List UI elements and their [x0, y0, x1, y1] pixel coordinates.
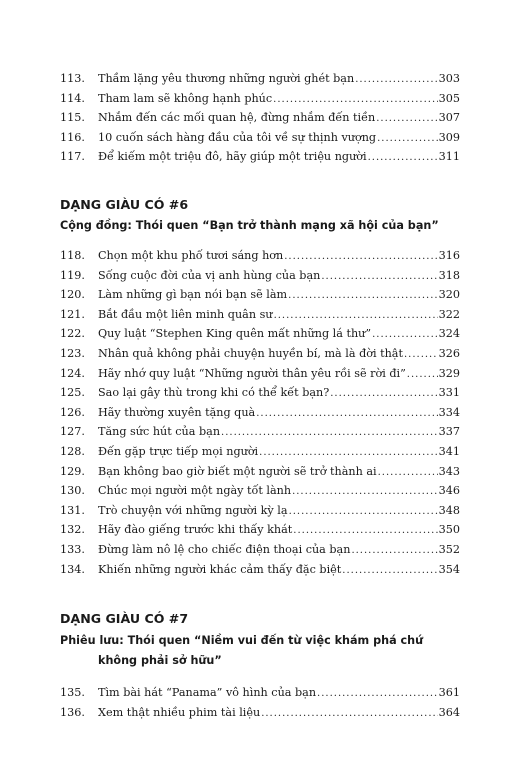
toc-leader-dots: [289, 506, 438, 517]
toc-entry-title: 10 cuốn sách hàng đầu của tôi về sự thịnh vượng: [98, 130, 377, 144]
toc-entry: [60, 484, 460, 504]
toc-entry: [60, 269, 460, 289]
toc-entry-title: Sống cuộc đời của vị anh hùng của bạn: [98, 268, 321, 282]
toc-leader-dots: [273, 94, 437, 105]
toc-entry-number: 115.: [60, 111, 85, 125]
toc-entry-number: 136.: [60, 705, 85, 719]
toc-leader-dots: [407, 369, 438, 380]
toc-entry-page: 364: [438, 705, 460, 719]
section-6-heading: DẠNG GIÀU CÓ #6: [60, 197, 189, 212]
toc-entry-page: 316: [438, 249, 460, 262]
toc-entry-title: Khiến những người khác cảm thấy đặc biệt: [98, 562, 342, 576]
toc-entry: [60, 445, 460, 465]
toc-entry-number: 118.: [60, 249, 85, 262]
toc-group-a: [60, 72, 460, 170]
toc-entry-number: 117.: [60, 150, 85, 164]
toc-leader-dots: [293, 525, 437, 536]
toc-entry: [60, 111, 460, 131]
toc-leader-dots: [292, 486, 438, 497]
toc-entry-title: Đến gặp trực tiếp mọi người: [98, 444, 259, 458]
toc-leader-dots: [317, 688, 438, 699]
toc-leader-dots: [368, 152, 438, 163]
toc-leader-dots: [259, 447, 438, 458]
toc-entry-number: 128.: [60, 444, 85, 458]
toc-leader-dots: [372, 329, 438, 340]
toc-entry-number: 134.: [60, 562, 85, 576]
toc-entry: [60, 386, 460, 406]
toc-entry-page: 305: [438, 91, 460, 105]
toc-entry-number: 135.: [60, 686, 85, 699]
toc-entry: [60, 288, 460, 308]
toc-leader-dots: [274, 310, 438, 321]
toc-entry-number: 132.: [60, 523, 85, 537]
toc-entry-title: Bắt đầu một liên minh quân sư: [98, 307, 273, 321]
toc-entry-page: 354: [438, 562, 460, 576]
toc-entry-number: 123.: [60, 346, 85, 360]
toc-entry-title: Nhân quả không phải chuyện huyền bí, mà là đời thật: [98, 346, 403, 360]
toc-entry-title: Chọn một khu phố tươi sáng hơn: [98, 249, 284, 262]
toc-group-c: [60, 686, 460, 725]
toc-entry-title: Tìm bài hát “Panama” vô hình của bạn: [98, 686, 317, 699]
toc-entry-title: Hãy đào giếng trước khi thấy khát: [98, 523, 293, 537]
toc-entry: [60, 92, 460, 112]
toc-leader-dots: [330, 388, 437, 399]
toc-entry-page: 331: [438, 386, 460, 400]
toc-leader-dots: [342, 565, 437, 576]
toc-entry-title: Để kiếm một triệu đô, hãy giúp một triệu người: [98, 150, 367, 164]
toc-leader-dots: [221, 427, 438, 438]
toc-group-b: [60, 249, 460, 582]
toc-entry: [60, 131, 460, 151]
toc-entry-number: 114.: [60, 91, 85, 105]
toc-entry-title: Chúc mọi người một ngày tốt lành: [98, 484, 292, 498]
toc-entry: [60, 72, 460, 92]
toc-entry-page: 329: [438, 366, 460, 380]
toc-entry-page: 320: [438, 288, 460, 302]
toc-entry-number: 120.: [60, 288, 85, 302]
toc-leader-dots: [351, 545, 437, 556]
toc-entry-page: 346: [438, 484, 460, 498]
toc-entry-number: 113.: [60, 72, 85, 85]
toc-entry: [60, 523, 460, 543]
toc-leader-dots: [284, 251, 437, 262]
toc-entry: [60, 150, 460, 170]
toc-entry: [60, 347, 460, 367]
toc-entry: [60, 249, 460, 269]
toc-entry-title: Thầm lặng yêu thương những người ghét bạn: [98, 72, 355, 85]
toc-leader-dots: [355, 74, 437, 85]
toc-entry-page: 311: [438, 150, 460, 164]
toc-entry-page: 341: [438, 444, 460, 458]
toc-entry-page: 307: [438, 111, 460, 125]
toc-entry-number: 131.: [60, 503, 85, 517]
toc-leader-dots: [377, 133, 438, 144]
toc-leader-dots: [256, 408, 437, 419]
toc-entry-page: 334: [438, 405, 460, 419]
section-6-subtitle: Cộng đồng: Thói quen “Bạn trở thành mạng xã hội của bạn”: [60, 219, 439, 232]
toc-entry-title: Hãy nhớ quy luật “Những người thân yêu rồi sẽ rời đi”: [98, 366, 406, 380]
toc-leader-dots: [404, 349, 438, 360]
toc-entry: [60, 504, 460, 524]
toc-entry-number: 125.: [60, 386, 85, 400]
toc-entry: [60, 367, 460, 387]
toc-entry-title: Đừng làm nô lệ cho chiếc điện thoại của bạn: [98, 542, 351, 556]
section-7-subtitle-line1: Phiêu lưu: Thói quen “Niềm vui đến từ việc khám phá chứ: [60, 634, 424, 647]
toc-entry-number: 129.: [60, 464, 85, 478]
toc-entry-number: 121.: [60, 307, 85, 321]
toc-entry: [60, 406, 460, 426]
toc-entry-page: 343: [438, 464, 460, 478]
toc-entry-number: 122.: [60, 327, 85, 341]
toc-entry-title: Nhắm đến các mối quan hệ, đừng nhắm đến tiền: [98, 111, 376, 125]
toc-entry-page: 350: [438, 523, 460, 537]
toc-entry-title: Trò chuyện với những người kỳ lạ: [98, 503, 288, 517]
toc-entry-title: Bạn không bao giờ biết một người sẽ trở thành ai: [98, 464, 377, 478]
toc-entry-page: 318: [438, 268, 460, 282]
toc-entry: [60, 425, 460, 445]
toc-entry-page: 322: [438, 307, 460, 321]
toc-entry-title: Xem thật nhiều phim tài liệu: [98, 705, 261, 719]
toc-entry: [60, 686, 460, 706]
toc-entry-title: Hãy thường xuyên tặng quà: [98, 405, 256, 419]
toc-entry-number: 130.: [60, 484, 85, 498]
toc-entry: [60, 308, 460, 328]
toc-entry: [60, 543, 460, 563]
toc-entry: [60, 465, 460, 485]
toc-entry-title: Tham lam sẽ không hạnh phúc: [98, 91, 273, 105]
toc-entry: [60, 706, 460, 726]
toc-entry-title: Làm những gì bạn nói bạn sẽ làm: [98, 288, 288, 302]
section-7-subtitle: [60, 631, 460, 671]
toc-leader-dots: [378, 467, 438, 478]
toc-entry-page: 326: [438, 346, 460, 360]
toc-entry-number: 126.: [60, 405, 85, 419]
toc-entry-title: Tăng sức hút của bạn: [98, 425, 221, 439]
toc-entry-title: Sao lại gây thù trong khi có thể kết bạn?: [98, 386, 330, 400]
toc-entry-page: 348: [438, 503, 460, 517]
toc-entry: [60, 327, 460, 347]
section-7-heading: DẠNG GIÀU CÓ #7: [60, 611, 189, 626]
toc-entry-page: 337: [438, 425, 460, 439]
toc-entry-page: 361: [438, 686, 460, 699]
toc-entry-number: 124.: [60, 366, 85, 380]
toc-entry: [60, 563, 460, 583]
toc-leader-dots: [321, 271, 437, 282]
toc-entry-number: 127.: [60, 425, 85, 439]
section-7-subtitle-line2: không phải sở hữu”: [98, 654, 222, 667]
toc-entry-number: 133.: [60, 542, 85, 556]
toc-leader-dots: [288, 290, 438, 301]
toc-leader-dots: [376, 113, 437, 124]
toc-entry-page: 303: [438, 72, 460, 85]
toc-entry-page: 352: [438, 542, 460, 556]
toc-entry-number: 116.: [60, 130, 85, 144]
toc-entry-page: 324: [438, 327, 460, 341]
toc-entry-title: Quy luật “Stephen King quên mất những lá thư”: [98, 327, 372, 341]
toc-entry-number: 119.: [60, 268, 85, 282]
toc-leader-dots: [261, 708, 437, 719]
toc-entry-page: 309: [438, 130, 460, 144]
